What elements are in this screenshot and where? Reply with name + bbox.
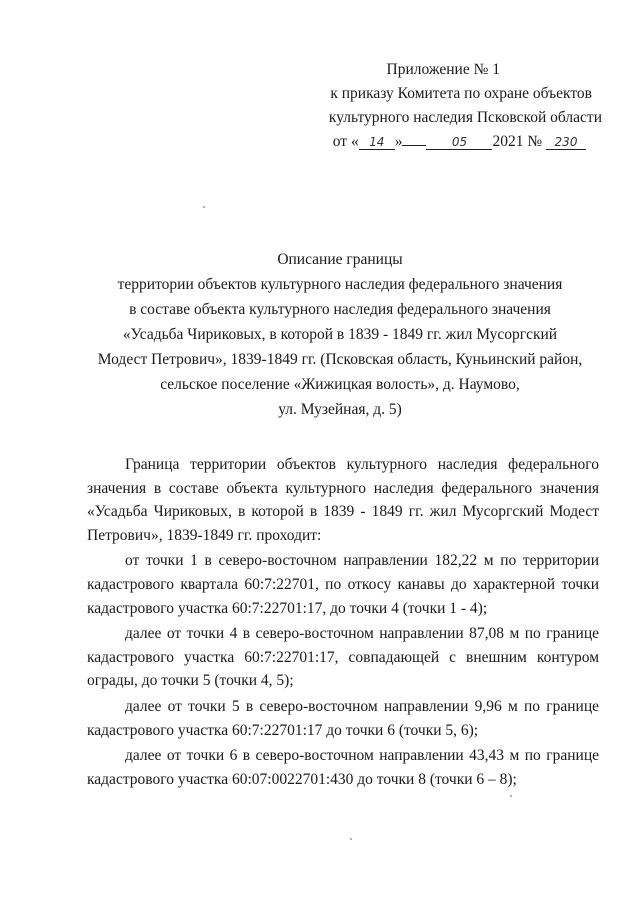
document-title: [60, 247, 620, 422]
date-month-handwritten: 05: [426, 135, 492, 150]
intro-paragraph: Граница территории объектов культурного наследия федерального значения в составе объекта культурного наследия федерального значения «Усадьба Чириковых, в которой в 1839 - 1849 гг. жил Мусоргский Модест Петрович», 1839-1849 гг. проходит:: [87, 456, 599, 544]
title-line-3: в составе объекта культурного наследия федерального значения: [129, 301, 551, 318]
date-prefix: от «: [332, 133, 359, 150]
appendix-title: Приложение № 1: [386, 61, 500, 78]
segment-paragraph-1: от точки 1 в северо-восточном направлении 182,22 м по территории кадастрового квартала 60:7:22701, по откосу канавы до характерной точки кадастрового участка 60:7:22701:17, до точки 4 (точки 1 - 4);: [87, 552, 599, 617]
scan-speck: [350, 838, 352, 840]
date-mid: »: [394, 133, 403, 150]
title-line-6: сельское поселение «Жижицкая волость», д. Наумово,: [160, 376, 520, 393]
order-reference: к приказу Комитета по охране объектов: [330, 85, 592, 102]
title-line-1: Описание границы: [277, 251, 403, 268]
segment-paragraph-4: далее от точки 6 в северо-восточном направлении 43,43 м по границе кадастрового участка 60:07:0022701:430 до точки 8 (точки 6 – 8);: [87, 747, 599, 788]
boundary-description: [87, 453, 599, 793]
date-day-handwritten: 14: [359, 135, 395, 150]
title-line-4: «Усадьба Чириковых, в которой в 1839 - 1849 гг. жил Мусоргский: [122, 326, 558, 343]
title-line-2: территории объектов культурного наследия федерального значения: [117, 276, 563, 293]
title-line-7: ул. Музейная, д. 5): [278, 401, 402, 418]
appendix-header: [290, 58, 602, 154]
title-line-5: Модест Петрович», 1839-1849 гг. (Псковская область, Куньинский район,: [97, 351, 583, 368]
order-date-line: [290, 130, 602, 154]
scan-speck: [203, 206, 205, 208]
scan-speck: [510, 795, 512, 797]
date-gap: [402, 145, 426, 146]
date-year: 2021 №: [492, 133, 543, 150]
order-number-handwritten: 230: [546, 135, 586, 150]
segment-paragraph-3: далее от точки 5 в северо-восточном направлении 9,96 м по границе кадастрового участка 60:7:22701:17 до точки 6 (точки 5, 6);: [87, 697, 599, 739]
segment-paragraph-2: далее от точки 4 в северо-восточном направлении 87,08 м по границе кадастрового участка 60:7:22701:17, совпадающей с внешним контуром ограды, до точки 5 (точки 4, 5);: [87, 625, 599, 690]
committee-name: культурного наследия Псковской области: [328, 109, 602, 126]
